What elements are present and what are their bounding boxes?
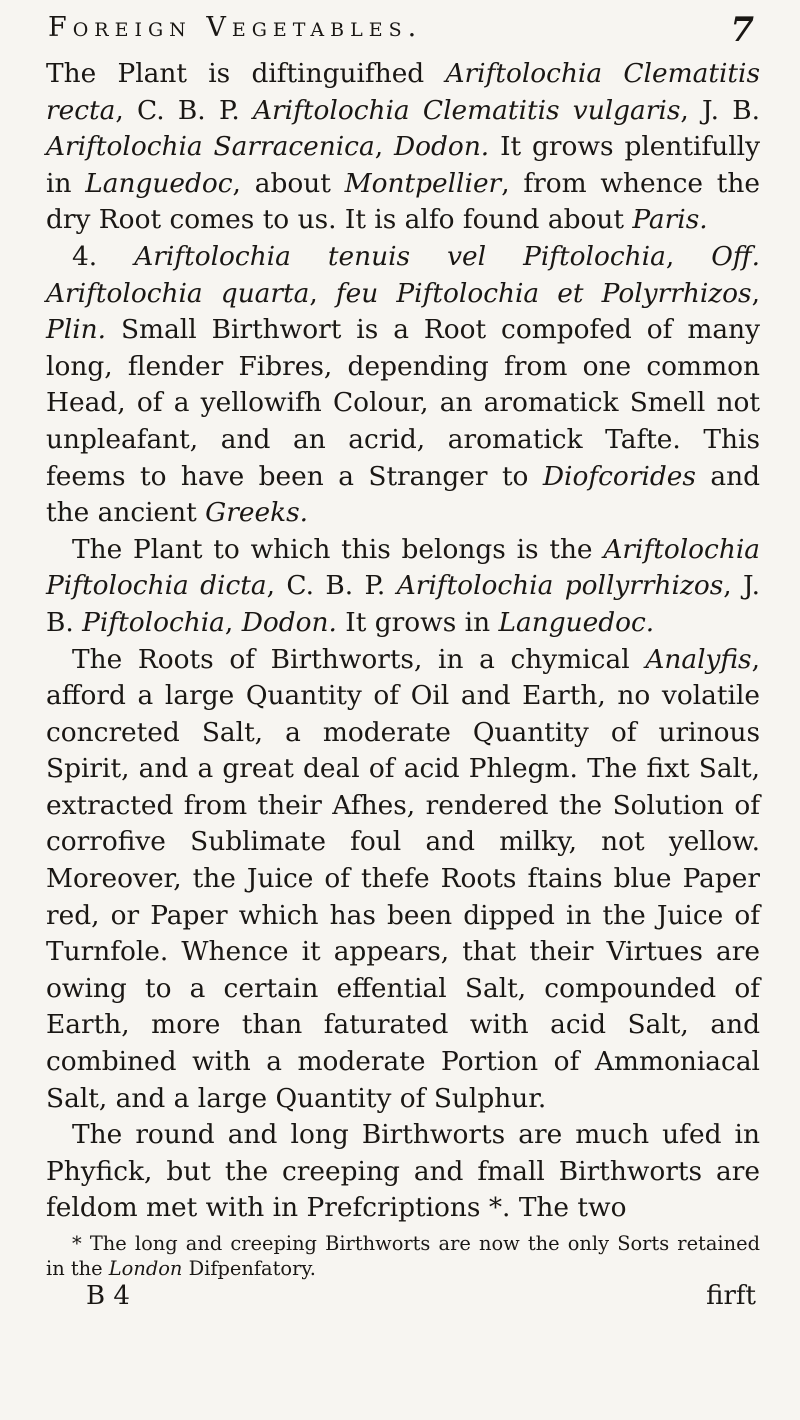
paragraph-3: The Plant to which this belongs is the Ariftolochia Piftolochia dicta, C. B. P. Ariftolochia pollyrrhizos, J. B. Piftolochia, Dodon. It grows in Languedoc. bbox=[46, 533, 760, 638]
italic-run: Ariftolochia Clematitis vulgaris bbox=[253, 94, 681, 126]
catchword: firft bbox=[706, 1281, 756, 1311]
italic-run: feu Piftolochia et Polyrrhizos bbox=[335, 277, 752, 309]
signature-mark: B 4 bbox=[86, 1281, 130, 1311]
page-bottom-line bbox=[46, 1281, 760, 1315]
italic-run: Paris. bbox=[632, 204, 708, 236]
italic-run: Ariftolochia pollyrrhizos bbox=[396, 570, 724, 602]
italic-run: Dodon. bbox=[241, 606, 337, 638]
footnote bbox=[46, 1231, 760, 1281]
italic-run: Plin. bbox=[46, 314, 107, 346]
italic-run: Ariftolochia tenuis vel Piftolochia bbox=[134, 240, 666, 272]
italic-run: Ariftolochia Sarracenica bbox=[46, 131, 375, 163]
italic-run: Ariftolochia Piftolochia dicta bbox=[46, 533, 760, 602]
paragraph-1: The Plant is diftinguifhed Ariftolochia Clematitis recta, C. B. P. Ariftolochia Clematitis vulgaris, J. B. Ariftolochia Sarracenica, Dodon. It grows plentifully in Languedoc, about Montpellier, from whence the dry Root comes to us. It is alfo found about Paris. bbox=[46, 58, 761, 236]
paragraph-2: 4. Ariftolochia tenuis vel Piftolochia, Off. Ariftolochia quarta, feu Piftolochia et Polyrrhizos, Plin. Small Birthwort is a Root compofed of many long, flender Fibres, depending from one common Head, of a yellowifh Colour, an aromatick Smell not unpleafant, and an acrid, aromatick Tafte. This feems to have been a Stranger to Diofcorides and the ancient Greeks. bbox=[46, 240, 760, 529]
italic-run: Languedoc. bbox=[498, 606, 655, 638]
paragraph-4: The Roots of Birthworts, in a chymical Analyfis, afford a large Quantity of Oil and Earth, no volatile concreted Salt, a moderate Quantity of urinous Spirit, and a great deal of acid Phlegm. The fixt Salt, extracted from their Afhes, rendered the Solution of corrofive Sublimate foul and milky, not yellow. Moreover, the Juice of thefe Roots ftains blue Paper red, or Paper which has been dipped in the Juice of Turnfole. Whence it appears, that their Virtues are owing to a certain effential Salt, compounded of Earth, more than faturated with acid Salt, and combined with a moderate Portion of Ammoniacal Salt, and a large Quantity of Sulphur. bbox=[46, 643, 760, 1114]
italic-run: Diofcorides bbox=[542, 460, 696, 492]
footnote-text: * The long and creeping Birthworts are now the only Sorts retained in the London Difpenfatory. bbox=[46, 1232, 760, 1280]
italic-run: London bbox=[108, 1257, 183, 1280]
page-number: 7 bbox=[730, 10, 754, 50]
italic-run: Languedoc bbox=[85, 167, 233, 199]
paragraph-5: The round and long Birthworts are much ufed in Phyfick, but the creeping and fmall Birthworts are feldom met with in Prefcriptions *. The two bbox=[46, 1119, 760, 1224]
italic-run: Dodon. bbox=[393, 131, 490, 163]
running-title: Foreign Vegetables. bbox=[48, 12, 423, 43]
italic-run: Greeks. bbox=[205, 497, 309, 529]
italic-run: Ariftolochia Clematitis recta bbox=[46, 58, 760, 126]
italic-run: Piftolochia bbox=[82, 606, 225, 638]
running-head bbox=[46, 12, 760, 56]
italic-run: Montpellier bbox=[344, 167, 502, 199]
body-text bbox=[46, 56, 760, 1227]
italic-run: Analyfis bbox=[645, 643, 752, 675]
italic-run: Off. Ariftolochia quarta bbox=[46, 240, 760, 309]
